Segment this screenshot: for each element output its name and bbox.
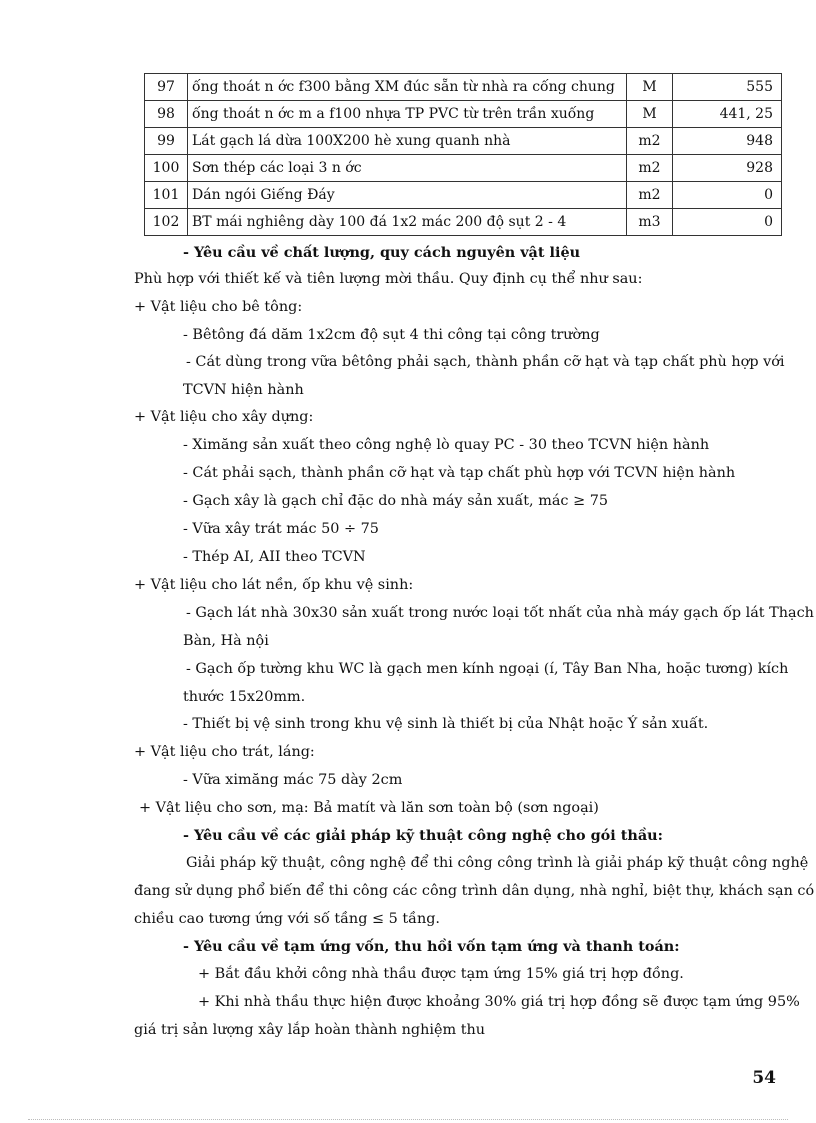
row-quantity: 0	[673, 209, 782, 236]
row-unit: m2	[627, 128, 673, 155]
list-item-continuation: TCVN hiện hành	[183, 382, 304, 398]
row-number: 102	[145, 209, 188, 236]
list-item-continuation: Bàn, Hà nội	[183, 633, 269, 649]
footer-divider	[28, 1119, 788, 1120]
subheading-flooring: + Vật liệu cho lát nền, ốp khu vệ sinh:	[134, 577, 414, 593]
section-heading-payment: - Yêu cầu về tạm ứng vốn, thu hồi vốn tạm ứng và thanh toán:	[183, 938, 680, 955]
list-item: + Bắt đầu khởi công nhà thầu được tạm ứng 15% giá trị hợp đồng.	[198, 966, 684, 982]
row-unit: m3	[627, 209, 673, 236]
row-unit: m2	[627, 155, 673, 182]
subheading-concrete: + Vật liệu cho bê tông:	[134, 299, 303, 315]
table-row	[145, 74, 782, 101]
row-number: 100	[145, 155, 188, 182]
list-item: - Vữa xây trát mác 50 ÷ 75	[183, 521, 379, 537]
list-item-continuation: thước 15x20mm.	[183, 689, 306, 705]
paragraph-line: chiều cao tương ứng với số tầng ≤ 5 tầng.	[134, 911, 441, 927]
list-item: - Vữa ximăng mác 75 dày 2cm	[183, 772, 403, 788]
section-heading-materials: - Yêu cầu về chất lượng, quy cách nguyên vật liệu	[183, 244, 581, 261]
row-number: 101	[145, 182, 188, 209]
list-item: - Thép AI, AII theo TCVN	[183, 549, 366, 565]
row-quantity: 948	[673, 128, 782, 155]
list-item: - Gạch lát nhà 30x30 sản xuất trong nước loại tốt nhất của nhà máy gạch ốp lát Thạch	[186, 605, 814, 621]
page-number: 54	[752, 1068, 776, 1088]
row-unit: m2	[627, 182, 673, 209]
paragraph-line: Giải pháp kỹ thuật, công nghệ để thi công công trình là giải pháp kỹ thuật công nghệ	[186, 855, 809, 871]
section-heading-technical: - Yêu cầu về các giải pháp kỹ thuật công nghệ cho gói thầu:	[183, 827, 663, 844]
row-quantity: 928	[673, 155, 782, 182]
list-item-continuation: giá trị sản lượng xây lắp hoàn thành nghiệm thu	[134, 1022, 486, 1038]
table-row	[145, 128, 782, 155]
subheading-painting: + Vật liệu cho sơn, mạ: Bả matít và lăn sơn toàn bộ (sơn ngoại)	[139, 800, 599, 816]
paragraph-line: đang sử dụng phổ biến để thi công các công trình dân dụng, nhà nghỉ, biệt thự, khách sạn có	[134, 883, 815, 899]
paragraph-intro: Phù hợp với thiết kế và tiên lượng mời thầu. Quy định cụ thể như sau:	[134, 271, 643, 287]
list-item: + Khi nhà thầu thực hiện được khoảng 30% giá trị hợp đồng sẽ được tạm ứng 95%	[198, 994, 800, 1010]
row-item-name: Dán ngói Giếng Đáy	[188, 182, 627, 209]
subheading-construction: + Vật liệu cho xây dựng:	[134, 409, 314, 425]
row-unit: M	[627, 74, 673, 101]
row-number: 99	[145, 128, 188, 155]
list-item: - Gạch ốp tường khu WC là gạch men kính ngoại (í, Tây Ban Nha, hoặc tương) kích	[186, 661, 789, 677]
row-item-name: Sơn thép các loại 3 n ớc	[188, 155, 627, 182]
row-item-name: ống thoát n ớc f300 bằng XM đúc sẵn từ nhà ra cống chung	[188, 74, 627, 101]
table-row	[145, 101, 782, 128]
materials-table	[144, 73, 782, 236]
list-item: - Gạch xây là gạch chỉ đặc do nhà máy sản xuất, mác ≥ 75	[183, 493, 609, 509]
row-quantity: 555	[673, 74, 782, 101]
table-row	[145, 209, 782, 236]
list-item: - Cát dùng trong vữa bêtông phải sạch, thành phần cỡ hạt và tạp chất phù hợp với	[186, 354, 785, 370]
row-quantity: 0	[673, 182, 782, 209]
row-quantity: 441, 25	[673, 101, 782, 128]
list-item: - Cát phải sạch, thành phần cỡ hạt và tạp chất phù hợp với TCVN hiện hành	[183, 465, 736, 481]
list-item: - Ximăng sản xuất theo công nghệ lò quay PC - 30 theo TCVN hiện hành	[183, 437, 710, 453]
row-item-name: Lát gạch lá dừa 100X200 hè xung quanh nhà	[188, 128, 627, 155]
row-number: 97	[145, 74, 188, 101]
row-item-name: ống thoát n ớc m a f100 nhựa TP PVC từ trên trần xuống	[188, 101, 627, 128]
subheading-plastering: + Vật liệu cho trát, láng:	[134, 744, 315, 760]
row-item-name: BT mái nghiêng dày 100 đá 1x2 mác 200 độ sụt 2 - 4	[188, 209, 627, 236]
table-row	[145, 182, 782, 209]
table-row	[145, 155, 782, 182]
row-unit: M	[627, 101, 673, 128]
row-number: 98	[145, 101, 188, 128]
list-item: - Thiết bị vệ sinh trong khu vệ sinh là thiết bị của Nhật hoặc Ý sản xuất.	[183, 716, 709, 732]
list-item: - Bêtông đá dăm 1x2cm độ sụt 4 thi công tại công trường	[183, 327, 600, 343]
